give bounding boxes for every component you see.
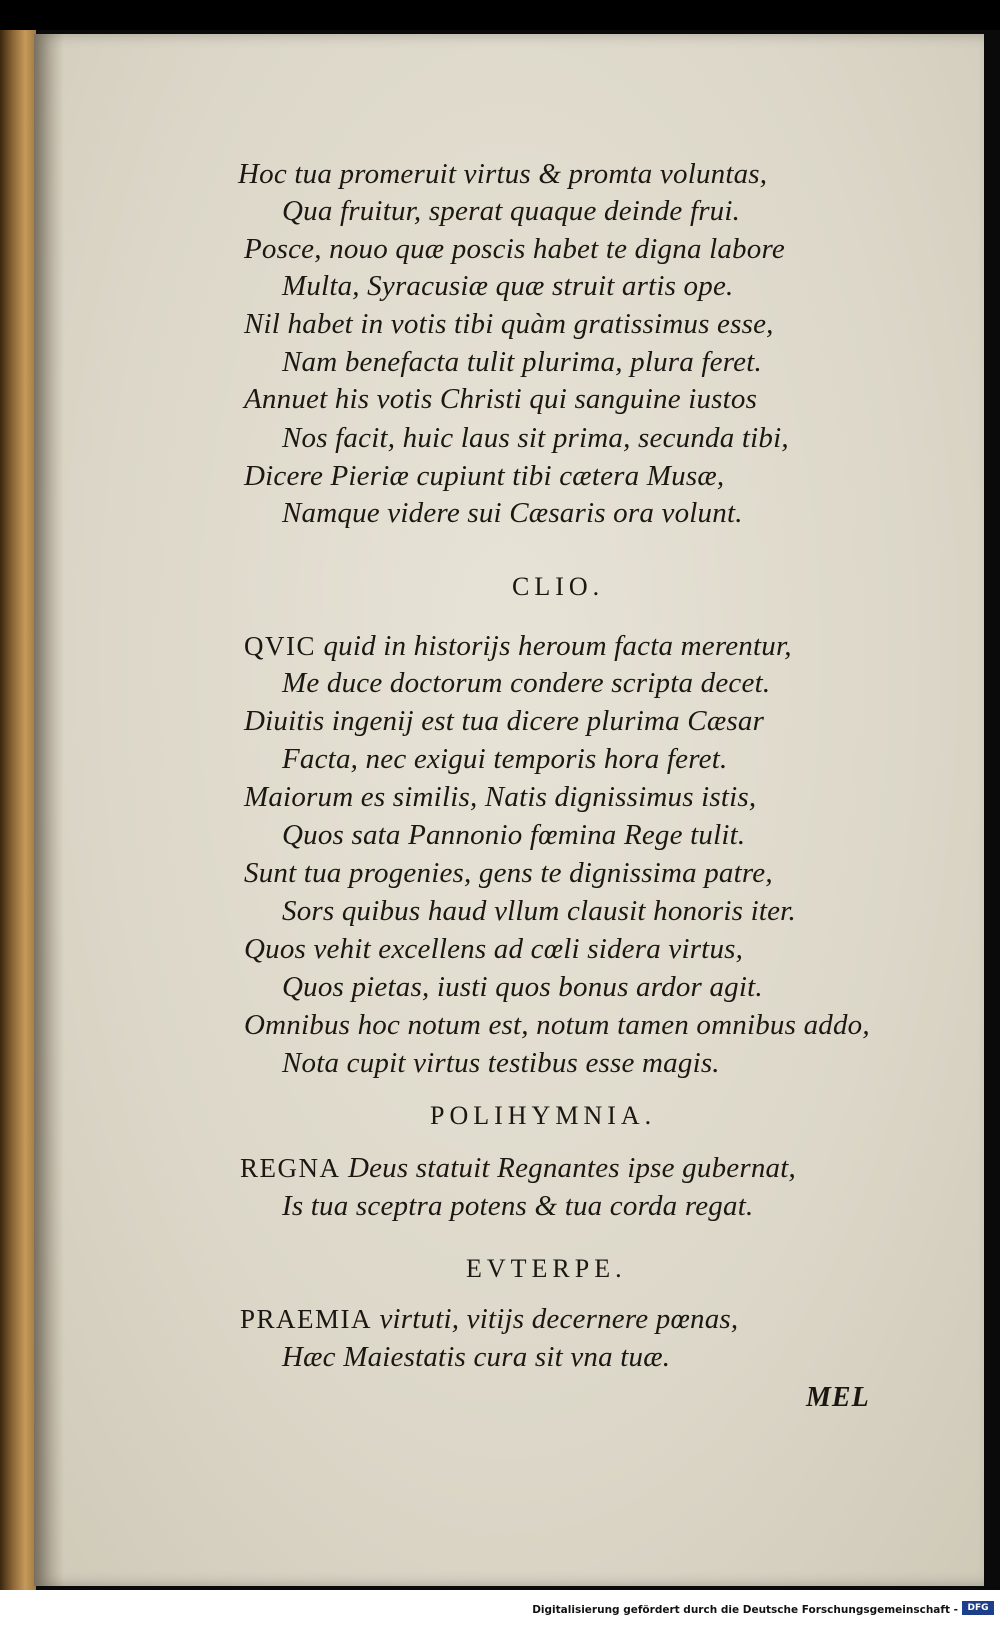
verse-line: Quos vehit excellens ad cœli sidera virtus, [244,933,744,965]
verse-line: Posce, nouo quæ poscis habet te digna labore [244,233,785,265]
verse-line: Sunt tua progenies, gens te dignissima patre, [244,857,773,889]
verse-line-first [244,630,792,663]
verse-text: quid in historijs heroum facta merentur, [323,630,792,662]
section-heading-polihymnia: POLIHYMNIA. [430,1101,657,1130]
verse-line: Is tua sceptra potens & tua corda regat. [282,1190,754,1222]
verse-line: Hæc Maiestatis cura sit vna tuæ. [282,1341,671,1373]
verse-line: Multa, Syracusiæ quæ struit artis ope. [282,270,734,302]
verse-line: Sors quibus haud vllum clausit honoris iter. [282,895,796,927]
verse-line: Nota cupit virtus testibus esse magis. [282,1047,720,1079]
verse-line: Dicere Pieriæ cupiunt tibi cætera Musæ, [244,460,725,492]
verse-line: Quos sata Pannonio fœmina Rege tulit. [282,819,746,851]
verse-line: Me duce doctorum condere scripta decet. [282,667,771,699]
verse-line: Facta, nec exigui temporis hora feret. [282,743,728,775]
verse-line: Quos pietas, iusti quos bonus ardor agit. [282,971,763,1003]
section-heading-euterpe: EVTERPE. [466,1254,627,1283]
verse-line-first [240,1303,738,1336]
footer-credit: Digitalisierung gefördert durch die Deutsche Forschungsgemeinschaft - [532,1604,958,1616]
verse-line: Namque videre sui Cæsaris ora volunt. [282,497,743,529]
verse-text: Deus statuit Regnantes ipse gubernat, [347,1152,796,1184]
lead-word: QVIC [244,631,316,661]
verse-line-first [240,1152,796,1185]
verse-line: Nil habet in votis tibi quàm gratissimus esse, [244,308,774,340]
verse-line: Omnibus hoc notum est, notum tamen omnibus addo, [244,1009,870,1041]
verse-line: Annuet his votis Christi qui sanguine iustos [244,383,758,415]
verse-line: Hoc tua promeruit virtus & promta voluntas, [238,158,768,190]
lead-word: PRAEMIA [240,1304,373,1334]
verse-line: Qua fruitur, sperat quaque deinde frui. [282,195,741,227]
verse-line: Diuitis ingenij est tua dicere plurima Cæsar [244,705,765,737]
section-heading-clio: CLIO. [512,572,605,601]
verse-line: Maiorum es similis, Natis dignissimus istis, [244,781,757,813]
dfg-logo-icon: DFG [962,1601,994,1615]
verse-text: virtuti, vitijs decernere pœnas, [379,1303,739,1335]
catchword: MEL [806,1382,870,1413]
verse-line: Nos facit, huic laus sit prima, secunda tibi, [282,422,789,454]
lead-word: REGNA [240,1153,341,1183]
verse-line: Nam benefacta tulit plurima, plura feret. [282,346,762,378]
